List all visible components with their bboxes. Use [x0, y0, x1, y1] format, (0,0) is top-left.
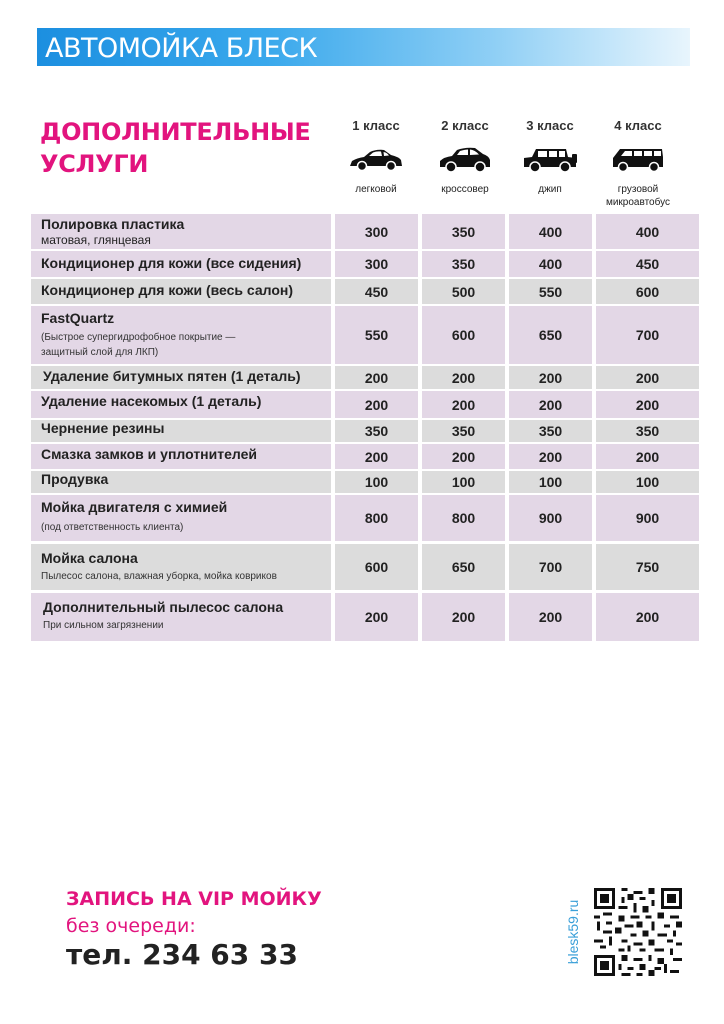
price-cell: 400	[509, 214, 592, 249]
brand-title: АВТОМОЙКА БЛЕСК	[45, 33, 318, 64]
price-cell: 300	[335, 214, 418, 249]
service-title: Дополнительный пылесос салона	[43, 599, 284, 615]
service-note: Пылесос салона, влажная уборка, мойка ковриков	[41, 571, 277, 582]
service-cell	[31, 444, 331, 469]
price-cell: 550	[335, 306, 418, 364]
service-row	[31, 495, 699, 541]
price-cell: 200	[422, 593, 505, 641]
class-label: 3 класс	[526, 118, 574, 133]
price-cell: 500	[422, 279, 505, 304]
service-cell	[31, 306, 331, 364]
price-cell: 200	[422, 444, 505, 469]
service-row	[31, 544, 699, 590]
service-note: При сильном загрязнении	[43, 620, 164, 631]
price-cell: 100	[596, 471, 699, 493]
class-type: легковой	[355, 184, 397, 195]
price-cell: 200	[335, 366, 418, 389]
phone-number: тел. 234 63 33	[66, 938, 298, 971]
class-type	[583, 183, 693, 209]
price-cell: 200	[596, 366, 699, 389]
price-cell: 200	[335, 391, 418, 418]
price-cell: 350	[596, 420, 699, 442]
class-column-4	[583, 118, 693, 209]
price-cell: 600	[596, 279, 699, 304]
service-title: Кондиционер для кожи (весь салон)	[41, 282, 294, 298]
service-cell	[31, 251, 331, 277]
price-cell: 450	[596, 251, 699, 277]
sedan-car-icon	[348, 145, 404, 175]
price-cell: 200	[509, 391, 592, 418]
service-row	[31, 214, 699, 249]
header-banner	[37, 28, 690, 66]
price-cell: 100	[422, 471, 505, 493]
class-label: 2 класс	[441, 118, 489, 133]
service-row	[31, 251, 699, 277]
price-cell: 200	[335, 593, 418, 641]
class-type: джип	[538, 184, 562, 195]
service-row	[31, 366, 699, 389]
price-cell: 200	[509, 444, 592, 469]
price-cell: 100	[509, 471, 592, 493]
price-cell: 200	[509, 593, 592, 641]
price-cell: 900	[509, 495, 592, 541]
price-cell: 350	[422, 214, 505, 249]
price-cell: 400	[509, 251, 592, 277]
service-title: Удаление битумных пятен (1 деталь)	[43, 368, 301, 384]
price-cell: 350	[335, 420, 418, 442]
price-cell: 350	[509, 420, 592, 442]
section-heading-line1: ДОПОЛНИТЕЛЬНЫЕ	[40, 118, 311, 146]
service-title: FastQuartz	[41, 310, 115, 326]
service-cell	[31, 279, 331, 304]
section-heading-line2: УСЛУГИ	[40, 150, 149, 178]
service-note: (Быстрое супергидрофобное покрытие —	[41, 332, 236, 343]
service-title: Смазка замков и уплотнителей	[41, 446, 257, 462]
price-cell: 200	[422, 366, 505, 389]
service-note: защитный слой для ЛКП)	[41, 347, 159, 358]
price-cell: 600	[422, 306, 505, 364]
service-cell	[31, 593, 331, 641]
price-cell: 200	[596, 391, 699, 418]
price-cell: 400	[596, 214, 699, 249]
service-row	[31, 593, 699, 641]
price-cell: 100	[335, 471, 418, 493]
price-cell: 550	[509, 279, 592, 304]
price-cell: 900	[596, 495, 699, 541]
service-cell	[31, 420, 331, 442]
service-subtitle: матовая, глянцевая	[41, 233, 151, 247]
price-cell: 800	[335, 495, 418, 541]
service-title: Мойка салона	[41, 550, 138, 566]
minibus-icon	[610, 145, 666, 175]
price-cell: 650	[509, 306, 592, 364]
price-cell: 650	[422, 544, 505, 590]
class-label: 1 класс	[352, 118, 400, 133]
qr-code-icon	[594, 888, 682, 976]
price-cell: 200	[596, 444, 699, 469]
price-cell: 350	[422, 420, 505, 442]
price-cell: 450	[335, 279, 418, 304]
service-title: Полировка пластика	[41, 216, 185, 232]
service-note: (под ответственность клиента)	[41, 522, 184, 533]
vip-booking-title: ЗАПИСЬ НА VIP МОЙКУ	[66, 888, 322, 910]
price-cell: 200	[422, 391, 505, 418]
class-label: 4 класс	[614, 118, 662, 133]
service-title: Кондиционер для кожи (все сидения)	[41, 255, 302, 271]
section-heading	[40, 116, 311, 180]
vip-booking-subtitle: без очереди:	[66, 915, 196, 937]
class-type: кроссовер	[441, 184, 489, 195]
price-cell: 700	[509, 544, 592, 590]
price-cell: 200	[509, 366, 592, 389]
service-cell	[31, 544, 331, 590]
service-cell	[31, 495, 331, 541]
website-link[interactable]	[563, 886, 583, 978]
price-cell: 700	[596, 306, 699, 364]
service-cell	[31, 471, 331, 493]
service-row	[31, 420, 699, 442]
service-title: Чернение резины	[41, 420, 165, 436]
price-cell: 300	[335, 251, 418, 277]
service-row	[31, 279, 699, 304]
service-row	[31, 471, 699, 493]
jeep-icon	[522, 145, 578, 175]
class-type-line2: микроавтобус	[605, 197, 671, 208]
service-title: Удаление насекомых (1 деталь)	[41, 393, 262, 409]
service-title: Продувка	[41, 471, 109, 487]
service-cell	[31, 214, 331, 249]
price-cell: 200	[335, 444, 418, 469]
price-cell: 800	[422, 495, 505, 541]
crossover-car-icon	[437, 145, 493, 175]
price-cell: 200	[596, 593, 699, 641]
service-title: Мойка двигателя с химией	[41, 499, 228, 515]
service-row	[31, 444, 699, 469]
service-row	[31, 306, 699, 364]
price-cell: 600	[335, 544, 418, 590]
class-type-line1: грузовой	[617, 184, 659, 195]
service-cell	[31, 366, 331, 389]
service-row	[31, 391, 699, 418]
price-cell: 350	[422, 251, 505, 277]
website-text: blesk59.ru	[565, 899, 581, 965]
service-cell	[31, 391, 331, 418]
price-cell: 750	[596, 544, 699, 590]
